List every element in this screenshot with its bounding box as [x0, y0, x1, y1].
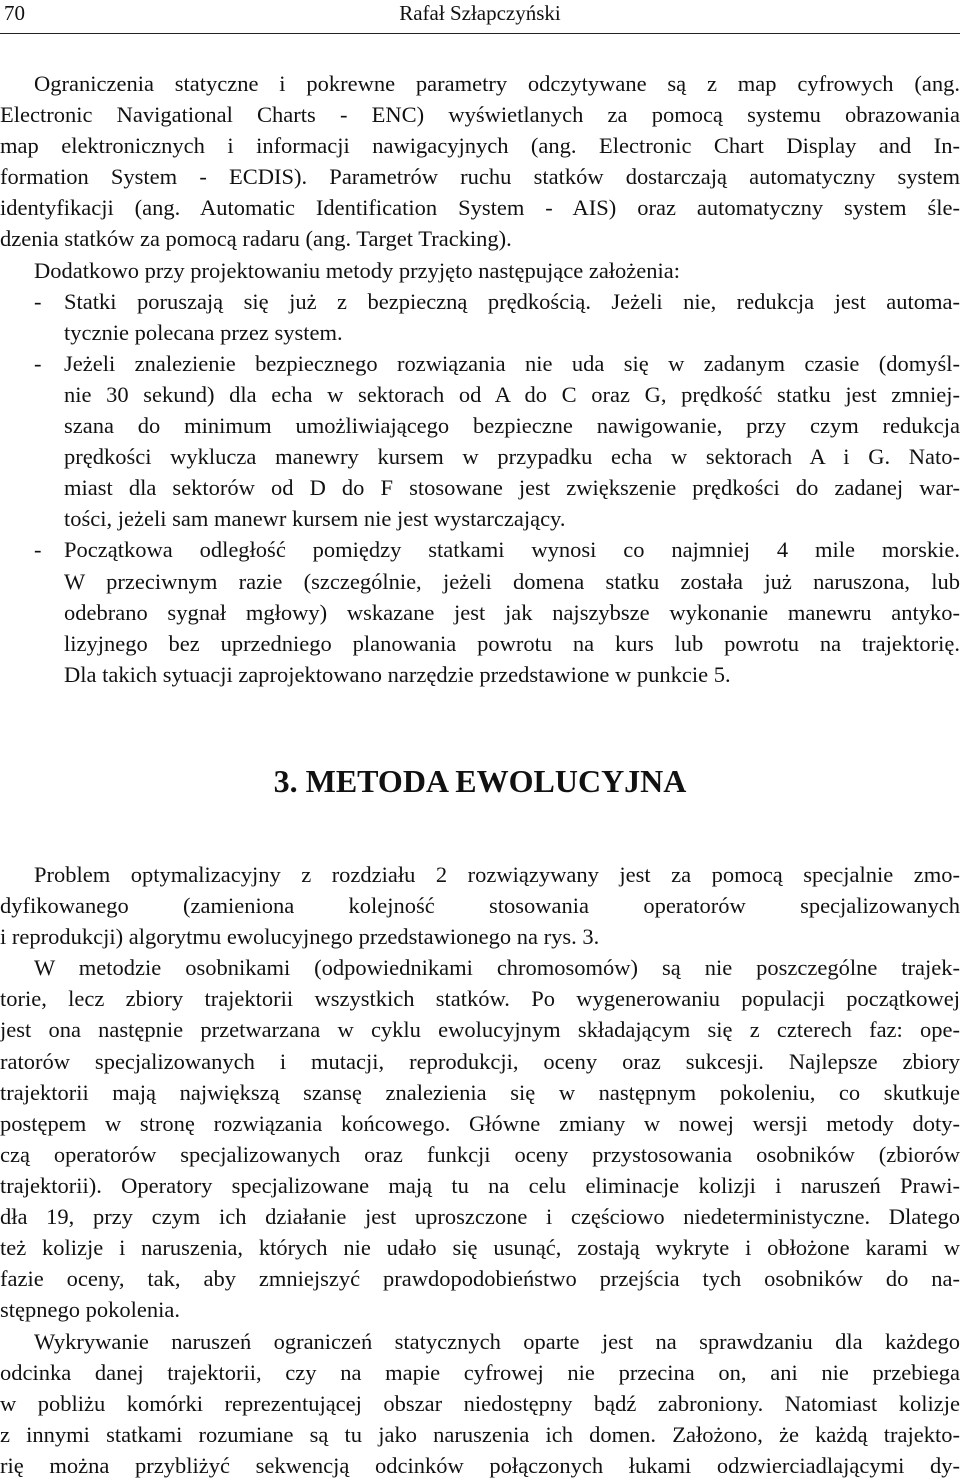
text-line: prędkości wyklucza manewry kursem w przypadku echa w sektorach A i G. Nato- [64, 444, 960, 470]
running-head-author: Rafał Szłapczyński [399, 1, 561, 25]
text-line: czą operatorów specjalizowanych oraz funkcji oceny przystosowania osobników (zbiorów [0, 1141, 960, 1167]
text-line: tycznie polecana przez system. [64, 319, 343, 345]
text-line: trajektorii). Operatory specjalizowane mają tu na celu eliminacje kolizji i naruszeń Prawi- [0, 1172, 960, 1198]
text-line: identyfikacji (ang. Automatic Identification System - AIS) oraz automatyczny system śle- [0, 195, 960, 221]
text-line: odebrano sygnał mgłowy) wskazane jest jak najszybsze wykonanie manewru antyko- [64, 599, 960, 625]
text-line: formation System - ECDIS). Parametrów ruchu statków dostarczają automatyczny system [0, 164, 960, 190]
page-header [0, 0, 960, 32]
text-line: dyfikowanego (zamieniona kolejność stosowania operatorów specjalizowanych [0, 893, 960, 919]
text-line: Dla takich sytuacji zaprojektowano narzędzie przedstawione w punkcie 5. [64, 661, 731, 687]
text-line: szana do minimum umożliwiającego bezpieczne nawigowanie, przy czym redukcja [64, 413, 960, 439]
header-rule [0, 33, 960, 34]
text-line: nie 30 sekund) dla echa w sektorach od A do C oraz G, prędkość statku jest zmniej- [64, 381, 960, 407]
text-line: lizyjnego bez uprzedniego planowania powrotu na kurs lub powrotu na trajektorię. [64, 630, 960, 656]
text-line: Electronic Navigational Charts - ENC) wyświetlanych za pomocą systemu obrazowania [0, 102, 960, 128]
text-line: odcinka danej trajektorii, czy na mapie cyfrowej nie przecina on, ani nie przebiega [0, 1359, 960, 1385]
section-paragraph [0, 859, 960, 952]
text-line: stępnego pokolenia. [0, 1297, 180, 1323]
text-line [0, 286, 960, 317]
text-line: rię można przybliżyć sekwencją odcinków połączonych łukami odzwierciadlającymi dy- [0, 1452, 960, 1478]
list-dash: - [34, 537, 42, 563]
page-number: 70 [4, 1, 25, 25]
text-line: w pobliżu komórki reprezentującej obszar niedostępny bądź zabroniony. Natomiast kolizje [0, 1390, 960, 1416]
text-line: W przeciwnym razie (szczególnie, jeżeli domena statku została już naruszona, lub [64, 568, 960, 594]
line-text: Jeżeli znalezienie bezpiecznego rozwiązania nie uda się w zadanym czasie (domyśl- [64, 350, 960, 376]
text-line: z innymi statkami rozumiane są tu jako naruszenia ich domen. Założono, że każdą trajekto- [0, 1421, 960, 1447]
text-line: trajektorii mają największą szansę znalezienia się w następnym pokoleniu, co skutkuje [0, 1079, 960, 1105]
text-line: postępem w stronę rozwiązania końcowego. Główne zmiany w nowej wersji metody doty- [0, 1110, 960, 1136]
list-dash: - [34, 288, 42, 314]
assumption-item [0, 534, 960, 689]
text-line: też kolizje i naruszenia, których nie udało się usunąć, zostają wykryte i obłożone karami w [0, 1235, 960, 1261]
text-line [0, 348, 960, 379]
text-line: Wykrywanie naruszeń ograniczeń statycznych oparte jest na sprawdzaniu dla każdego [34, 1328, 960, 1354]
assumption-item [0, 348, 960, 535]
section-heading: 3. METODA EWOLUCYJNA [273, 763, 687, 799]
assumptions-block [0, 255, 960, 690]
text-line: miast dla sektorów od D do F stosowane jest zwiększenie prędkości do zadanej war- [64, 475, 960, 501]
section-paragraph [0, 1326, 960, 1481]
text-line: dzenia statków za pomocą radaru (ang. Target Tracking). [0, 226, 512, 252]
text-line: map elektronicznych i informacji nawigacyjnych (ang. Electronic Chart Display and In- [0, 133, 960, 159]
text-line: torie, lecz zbiory trajektorii wszystkich statków. Po wygenerowaniu populacji początkowej [0, 986, 960, 1012]
list-dash: - [34, 350, 42, 376]
text-line: W metodzie osobnikami (odpowiednikami chromosomów) są nie poszczególne trajek- [34, 955, 960, 981]
text-line: i reprodukcji) algorytmu ewolucyjnego przedstawionego na rys. 3. [0, 924, 600, 950]
text-line: tości, jeżeli sam manewr kursem nie jest wystarczający. [64, 506, 566, 532]
section-paragraph [0, 952, 960, 1325]
intro-paragraph [0, 68, 960, 255]
text-line: fazie oceny, tak, aby zmniejszyć prawdopodobieństwo przejścia tych osobników do na- [0, 1266, 960, 1292]
text-line [0, 534, 960, 565]
assumptions-intro: Dodatkowo przy projektowaniu metody przyjęto następujące założenia: [34, 257, 681, 283]
text-line: Ograniczenia statyczne i pokrewne parametry odczytywane są z map cyfrowych (ang. [34, 71, 960, 96]
line-text: Początkowa odległość pomiędzy statkami wynosi co najmniej 4 mile morskie. [64, 537, 960, 563]
assumption-item [0, 286, 960, 348]
text-line: Problem optymalizacyjny z rozdziału 2 rozwiązywany jest za pomocą specjalnie zmo- [34, 862, 960, 887]
line-text: Statki poruszają się już z bezpieczną prędkością. Jeżeli nie, redukcja jest automa- [64, 288, 960, 314]
text-line: dła 19, przy czym ich działanie jest uproszczone i częściowo niedeterministyczne. Dlatego [0, 1204, 960, 1230]
text-line: jest ona następnie przetwarzana w cyklu ewolucyjnym składającym się z czterech faz: ope- [0, 1017, 960, 1043]
text-line: ratorów specjalizowanych i mutacji, reprodukcji, oceny oraz sukcesji. Najlepsze zbiory [0, 1048, 960, 1074]
